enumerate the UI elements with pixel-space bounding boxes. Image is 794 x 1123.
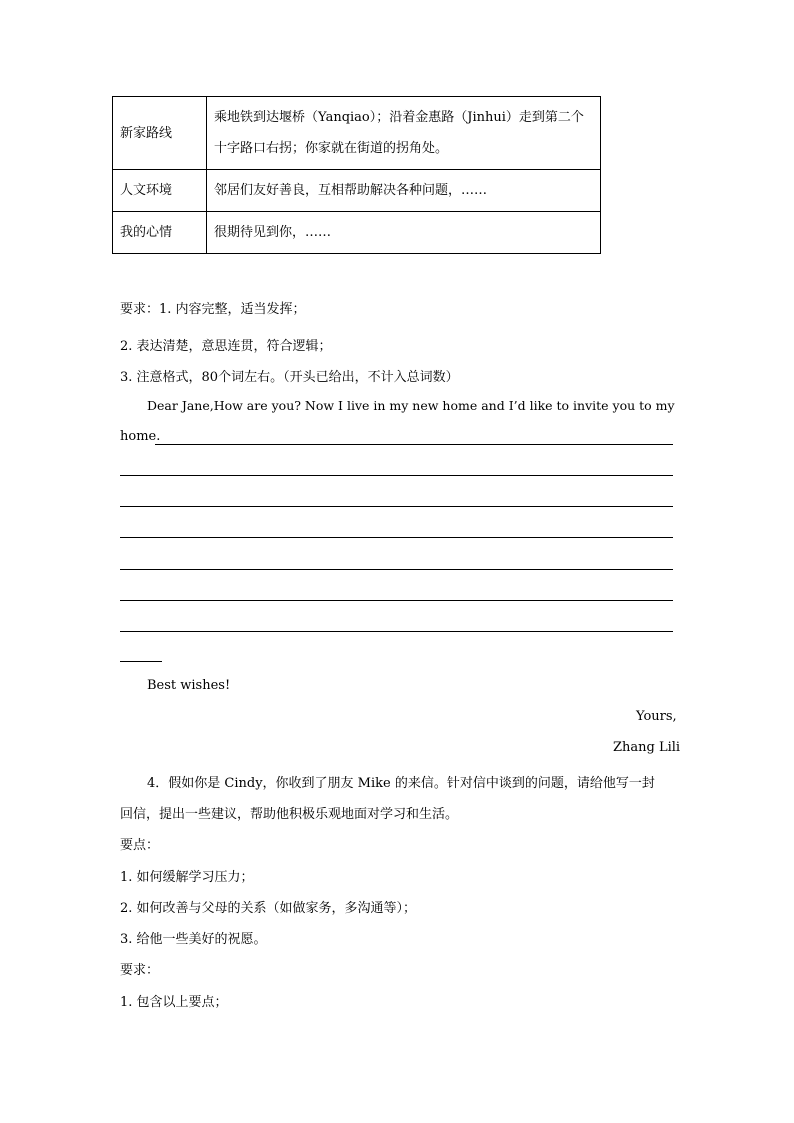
row-content <box>207 97 601 170</box>
requirement-1: 要求：1. 内容完整，适当发挥； <box>120 302 306 317</box>
signature-name: Zhang Lili <box>613 740 681 755</box>
letter-opening: Dear Jane,How are you? Now I live in my new home and I’d like to invite you to my <box>147 398 675 413</box>
task4-intro-line1: 4．假如你是 Cindy，你收到了朋友 Mike 的来信。针对信中谈到的问题，请给他写一封 <box>147 776 655 791</box>
writing-line[interactable] <box>120 631 673 632</box>
row-label: 新家路线 <box>113 97 207 170</box>
row-content-line: 十字路口右拐；你家就在街道的拐角处。 <box>214 141 449 156</box>
writing-line[interactable] <box>120 506 673 507</box>
point-3: 3. 给他一些美好的祝愿。 <box>120 932 267 947</box>
writing-line-short[interactable] <box>120 661 162 662</box>
requirement-item-1: 1. 包含以上要点； <box>120 995 228 1010</box>
writing-line[interactable] <box>155 444 673 445</box>
writing-line[interactable] <box>120 537 673 538</box>
requirement-2: 2. 表达清楚，意思连贯，符合逻辑； <box>120 339 332 354</box>
point-2: 2. 如何改善与父母的关系（如做家务，多沟通等）； <box>120 901 417 916</box>
points-title: 要点： <box>120 838 160 853</box>
requirements-title: 要求： <box>120 963 160 978</box>
writing-line[interactable] <box>120 569 673 570</box>
point-1: 1. 如何缓解学习压力； <box>120 870 254 885</box>
row-content-line: 乘地铁到达堰桥（Yanqiao）；沿着金惠路（Jinhui）走到第二个 <box>214 110 584 125</box>
signature-yours: Yours, <box>636 709 677 724</box>
requirement-3: 3. 注意格式，80个词左右。（开头已给出，不计入总词数） <box>120 370 459 385</box>
task4-intro-line2: 回信，提出一些建议，帮助他积极乐观地面对学习和生活。 <box>120 807 459 822</box>
row-content: 很期待见到你，…… <box>207 212 601 254</box>
letter-closing: Best wishes! <box>147 678 231 693</box>
table-row <box>113 170 601 212</box>
writing-line[interactable] <box>120 600 673 601</box>
letter-continuation: home. <box>120 429 161 444</box>
row-content: 邻居们友好善良，互相帮助解决各种问题，…… <box>207 170 601 212</box>
table-row <box>113 97 601 170</box>
table-row <box>113 212 601 254</box>
row-label: 人文环境 <box>113 170 207 212</box>
info-table <box>112 96 601 254</box>
writing-line[interactable] <box>120 475 673 476</box>
row-label: 我的心情 <box>113 212 207 254</box>
